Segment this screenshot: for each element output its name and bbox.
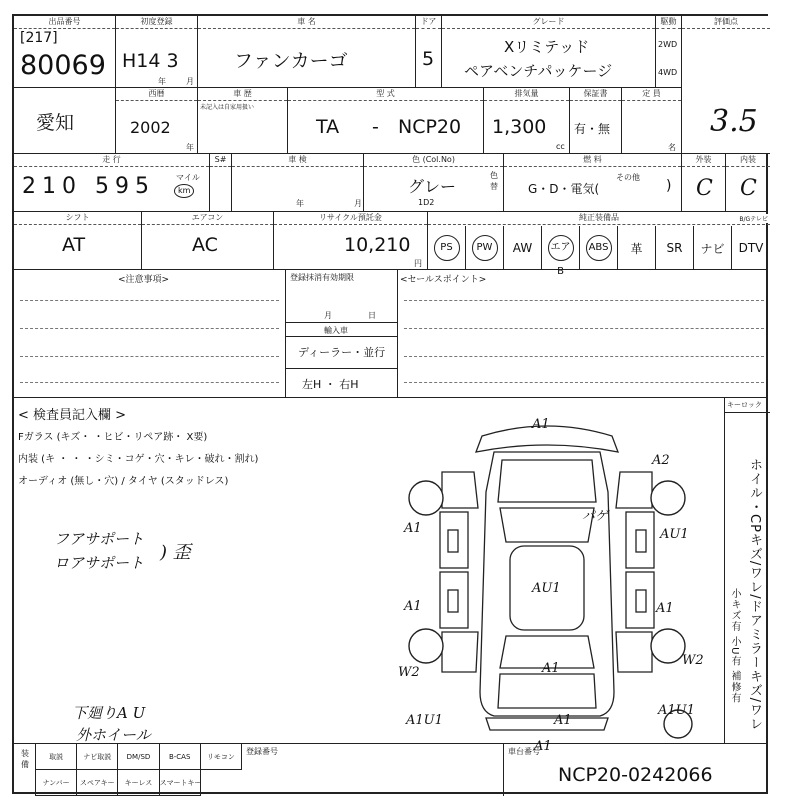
inspect-hand-note-1: フアサポート (54, 530, 145, 548)
s-label: S# (210, 154, 231, 167)
equip-item-label: AW (512, 241, 533, 255)
reg-divider (286, 368, 397, 369)
footer-equip-label: 装備 (21, 749, 29, 769)
model: NCP20 (398, 116, 462, 138)
footer-label: ナンバー (36, 770, 77, 796)
car-name: ファンカーゴ (234, 50, 348, 72)
reg-expire-m: 月 (324, 311, 332, 320)
diagram-mark: A1 (532, 417, 550, 432)
score-cell (682, 16, 770, 154)
year-label: 西暦 (116, 88, 197, 101)
diagram-mark: W2 (682, 653, 704, 668)
inspect-hand-note-2: ロアサポート (54, 554, 145, 572)
diagram-mark: A1 (554, 713, 572, 728)
year-unit: 年 (186, 143, 194, 152)
recycle-unit: 円 (414, 259, 422, 268)
caution-line (20, 356, 279, 357)
reg-cell (286, 270, 398, 398)
reg-number-cell (242, 744, 504, 796)
drive-cell (656, 16, 682, 88)
interior: C (740, 176, 757, 201)
ac: AC (192, 234, 218, 256)
drive-label: 駆動 (656, 16, 681, 29)
mileage: 210 595 (22, 174, 155, 199)
reg-expire-label: 登録抹消有効期限 (290, 273, 354, 282)
model-cell (288, 88, 484, 154)
exterior-cell (682, 154, 726, 212)
left-front-window (448, 530, 458, 552)
score-label: 評価点 (682, 16, 770, 29)
sales-line (404, 300, 764, 301)
footer-label: 取説 (36, 744, 77, 770)
equip-item-label: SR (666, 241, 683, 255)
first-reg-unit-y: 年 (158, 77, 166, 86)
shaken-m: 月 (354, 199, 362, 208)
equip-item (466, 226, 504, 270)
row-footer (14, 744, 766, 796)
fuel: G・D・電気( (528, 182, 600, 196)
first-reg-label: 初度登録 (116, 16, 197, 29)
model-label: 型 式 (288, 88, 483, 101)
right-rear-door (626, 572, 654, 628)
car-name-label: 車 名 (198, 16, 415, 29)
reg-number-label: 登録番号 (246, 747, 278, 756)
warranty-label: 保証書 (570, 88, 621, 101)
chassis-cell (504, 744, 770, 796)
chassis-number: NCP20-0242066 (558, 764, 713, 786)
reg-divider (286, 322, 397, 323)
footer-label: キーレス (118, 770, 159, 796)
equip-item-label: PW (472, 235, 498, 261)
caution-line (20, 328, 279, 329)
first-reg-unit-m: 月 (186, 77, 194, 86)
caution-line (20, 300, 279, 301)
equip-item (694, 226, 732, 270)
s-cell (210, 154, 232, 212)
color-label: 色 (Col.No) (364, 154, 503, 167)
diagram-mark: AU1 (532, 581, 561, 596)
drive-2wd: 2WD (658, 40, 678, 49)
grade-line2: ペアベンチパッケージ (464, 62, 613, 80)
equip-item-label: エアB (548, 235, 574, 261)
footer-label: リモコン (201, 744, 242, 770)
equip-item (580, 226, 618, 270)
footer-label: ナビ取説 (77, 744, 118, 770)
equip-cell (428, 212, 770, 277)
fuel-cell (504, 154, 682, 212)
inspect-audio: オーディオ (無し・穴) / タイヤ (スタッドレス) (18, 476, 229, 487)
chassis-label: 車台番号 (508, 747, 540, 756)
diagram-mark: A1U1 (658, 703, 695, 718)
caution-label: <注意事項> (118, 275, 170, 285)
diagram-marks (398, 417, 704, 754)
equip-item (428, 226, 466, 270)
equip-item-label: ナビ (700, 241, 725, 256)
lot-sub: [217] (20, 30, 58, 46)
sales-label: <セールスポイント> (400, 275, 487, 285)
shift-label: シフト (14, 212, 141, 225)
recycle-label: リサイクル預託金 (274, 212, 427, 225)
year: 2002 (130, 118, 171, 137)
lot-number: 80069 (20, 50, 106, 81)
row-mileage (14, 154, 766, 212)
shaken-y: 年 (296, 199, 304, 208)
tailgate (498, 674, 596, 708)
mileage-unit: km (174, 184, 194, 198)
equip-side-cell (14, 744, 36, 796)
diagram-mark: W2 (398, 665, 420, 680)
equip-item (542, 226, 580, 277)
mileage-label: 走 行 (14, 154, 209, 167)
inspect-fglass: Fガラス (キズ・ ・ヒビ・リペア跡・ X要) (18, 432, 208, 443)
first-reg: H14 3 (122, 50, 179, 72)
diagram-mark: A1 (656, 601, 674, 616)
inspect-hand-note-3: ) 歪 (160, 542, 191, 563)
diagram-mark: パゲ (582, 509, 609, 524)
fuel-close-paren: ) (666, 178, 672, 194)
cc: 1,300 (492, 116, 547, 138)
equip-item-label: DTV (738, 241, 764, 255)
capacity-cell (622, 88, 682, 154)
import-label: 輸入車 (324, 326, 348, 335)
right-rear-window (636, 590, 646, 612)
capacity-unit: 名 (668, 143, 676, 152)
wheel-rear-right (651, 629, 685, 663)
sales-line (404, 328, 764, 329)
inspect-hand-note-5: 外ホイール (76, 726, 151, 744)
model-dash: - (372, 116, 379, 138)
inspect-interior: 内装 (キ ・ ・ ・シミ・コゲ・穴・キレ・破れ・割れ) (18, 454, 259, 465)
warranty: 有・無 (574, 122, 611, 136)
exterior: C (696, 176, 713, 201)
equip-item (732, 226, 770, 270)
grade-label: グレード (442, 16, 655, 29)
equip-item (618, 226, 656, 270)
equip-item (656, 226, 694, 270)
rear-bumper (486, 718, 608, 730)
color-code: 1D2 (418, 198, 435, 207)
caution-line (20, 382, 279, 383)
fuel-other: その他 (616, 173, 640, 182)
right-front-window (636, 530, 646, 552)
recycle-cell (274, 212, 428, 270)
right-rear-fender (616, 632, 652, 672)
color-cell (364, 154, 504, 212)
mileage-cell (14, 154, 210, 212)
left-rear-door (440, 572, 468, 628)
color: グレー (408, 177, 457, 196)
shift-cell (14, 212, 142, 270)
ac-cell (142, 212, 274, 270)
footer-label: スマートキー (160, 770, 201, 796)
history-sub: 未記入は自家用扱い (200, 104, 255, 111)
diagram-mark: A1 (542, 661, 560, 676)
interior-label: 内装 (726, 154, 770, 167)
recycle: 10,210 (344, 234, 411, 256)
inspect-title: < 検査員記入欄 > (18, 408, 127, 423)
right-front-door (626, 512, 654, 568)
car-name-cell (198, 16, 416, 88)
color-change: 色替 (490, 171, 498, 191)
wheel-rear-left (409, 629, 443, 663)
diagram-mark: A1 (404, 521, 422, 536)
row-notes (14, 270, 766, 398)
side-notes-cell (724, 398, 770, 744)
row-equipment (14, 212, 768, 277)
equip-item-label: PS (434, 235, 460, 261)
diagram-mark: A1U1 (406, 713, 443, 728)
inspect-hand-note-4: 下廻りA U (72, 704, 146, 722)
wheel-front-right (651, 481, 685, 515)
sales-line (404, 382, 764, 383)
first-reg-cell (116, 16, 198, 88)
shaken-cell (232, 154, 364, 212)
exterior-label: 外装 (682, 154, 725, 167)
keylock-label: キーロック (727, 401, 762, 409)
side-sub: 小キズ有 小U有 補修有 (729, 588, 740, 704)
interior-cell (726, 154, 770, 212)
sales-line (404, 356, 764, 357)
diagram-mark: A1 (404, 599, 422, 614)
ac-label: エアコン (142, 212, 273, 225)
history-label: 車 歴 (198, 88, 287, 101)
wheel-front-left (409, 481, 443, 515)
auction-sheet (12, 14, 768, 794)
row-model (14, 88, 766, 154)
grade-cell (442, 16, 656, 88)
doors-label: ドア (416, 16, 441, 29)
diagram-mark: A1 (534, 739, 552, 754)
region-cell (14, 88, 116, 154)
import-dealer: ディーラー・並行 (298, 346, 386, 359)
caution-cell (14, 270, 286, 398)
cc-cell (484, 88, 570, 154)
footer-label: B-CAS (160, 744, 201, 770)
reg-expire-d: 日 (368, 311, 376, 320)
right-front-fender (616, 472, 652, 508)
left-front-door (440, 512, 468, 568)
equip-item-label: 革 (630, 241, 643, 256)
history-cell (198, 88, 288, 154)
year-cell (116, 88, 198, 154)
left-front-fender (442, 472, 478, 508)
drive-4wd: 4WD (658, 68, 678, 77)
footer-label: DM/SD (118, 744, 159, 770)
mile-label: マイル (176, 173, 200, 182)
model-prefix: TA (316, 116, 340, 138)
side-note: ホイル・CPキズ/ワレ/ドアミラーキズ/ワレ (747, 458, 762, 732)
footer-label: スペアキー (77, 770, 118, 796)
left-rear-window (448, 590, 458, 612)
dtv-label: B/Gテレビ (739, 216, 768, 223)
diagram-mark: A2 (652, 453, 670, 468)
doors-cell (416, 16, 442, 88)
equip-item (504, 226, 542, 270)
fuel-label: 燃 料 (504, 154, 681, 167)
capacity-label: 定 員 (622, 88, 681, 101)
left-rear-fender (442, 632, 478, 672)
cc-label: 排気量 (484, 88, 569, 101)
windshield (500, 508, 594, 542)
equip-item-label: ABS (586, 235, 612, 261)
hood (498, 460, 596, 502)
cc-unit: cc (556, 142, 565, 151)
shaken-label: 車 検 (232, 154, 363, 167)
grade-line1: Xリミテッド (504, 38, 590, 56)
diagram-mark: AU1 (660, 527, 689, 542)
warranty-cell (570, 88, 622, 154)
footer-grid (36, 744, 242, 796)
score: 3.5 (710, 104, 758, 139)
sales-cell (398, 270, 770, 398)
lot-label: 出品番号 (14, 16, 115, 29)
shift: AT (62, 234, 86, 256)
doors: 5 (422, 48, 435, 70)
region: 愛知 (36, 112, 75, 134)
handle-side: 左H ・ 右H (302, 378, 359, 391)
reg-divider (286, 336, 397, 337)
equip-label: 純正装備品 (428, 212, 770, 225)
lot-cell (14, 16, 116, 88)
keylock-divider (725, 412, 770, 413)
